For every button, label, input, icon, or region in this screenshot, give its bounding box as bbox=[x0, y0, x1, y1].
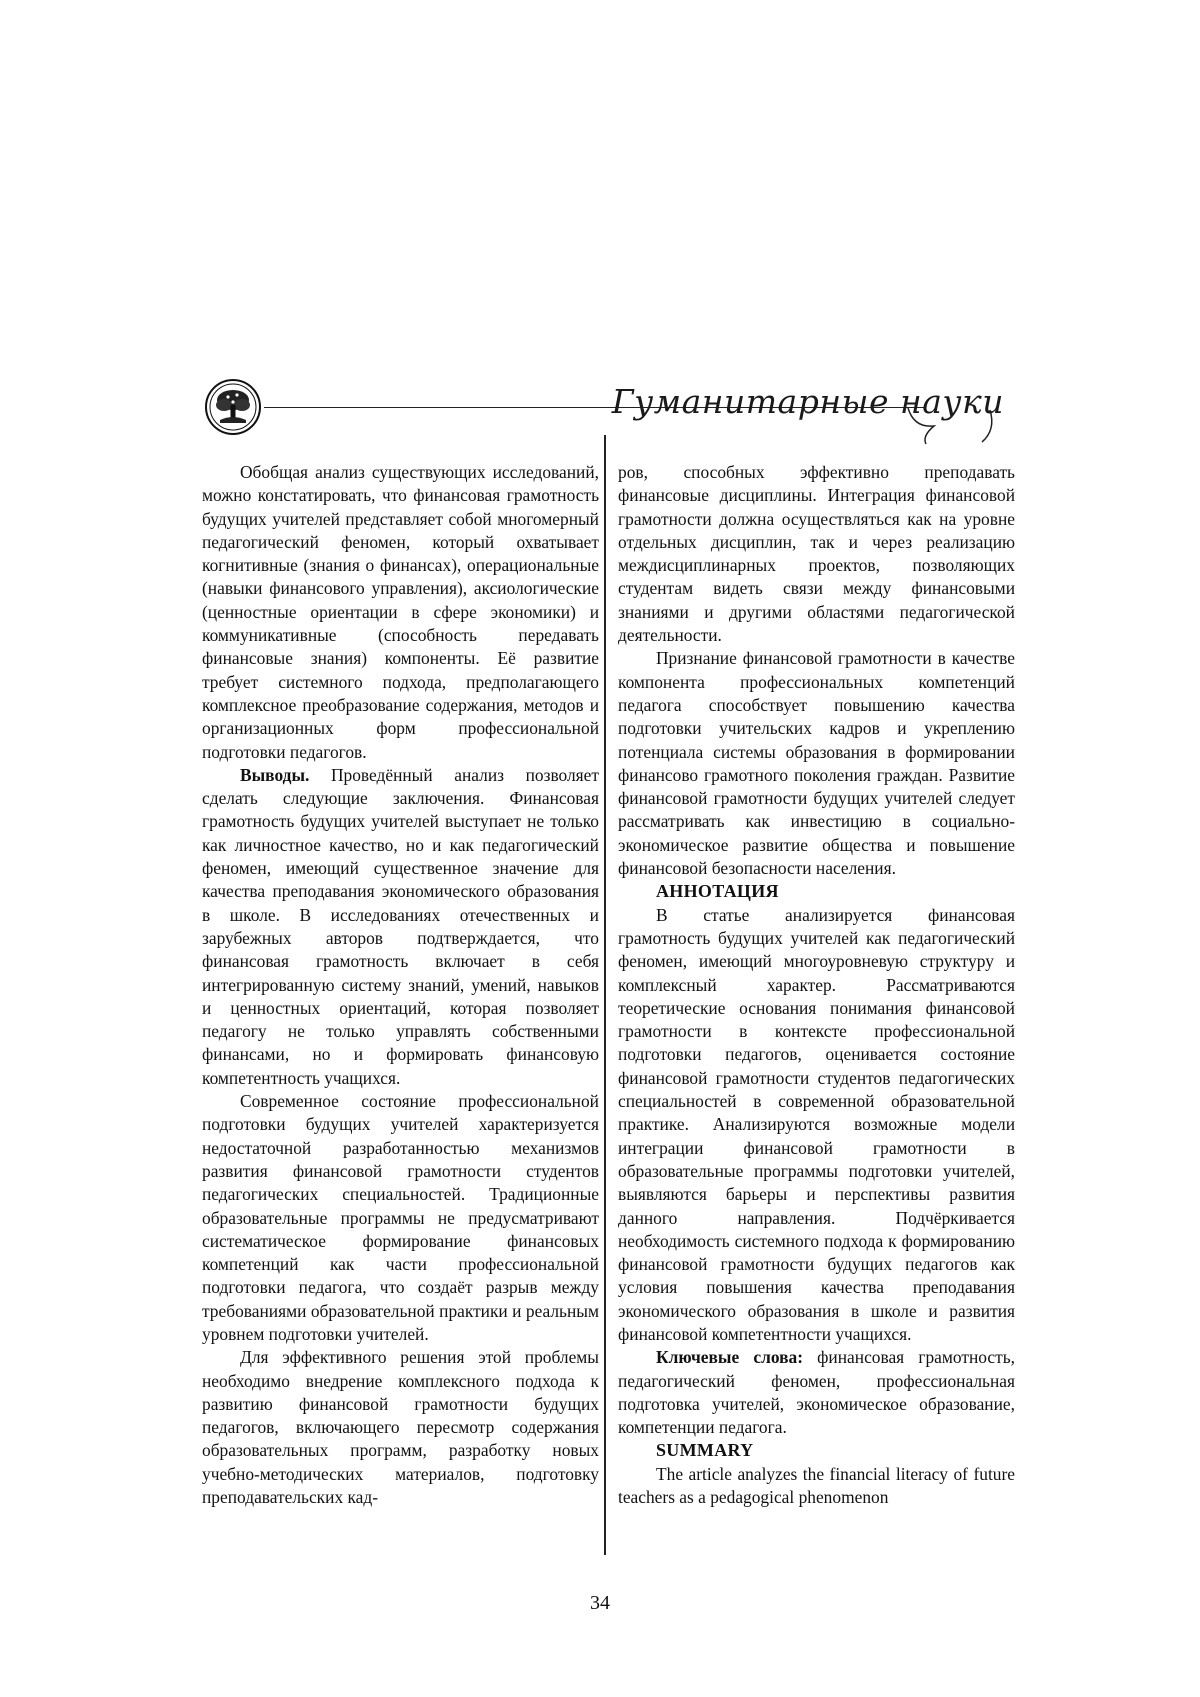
conclusions-paragraph bbox=[202, 764, 599, 1090]
paragraph: Для эффективного решения этой проблемы необходимо внедрение комплексного подхода к развитию финансовой грамотности будущих педагогов, включающего пересмотр содержания образовательных программ, разработку новых учебно-методических материалов, подготовку преподавательских кад- bbox=[202, 1347, 599, 1508]
annotation-text: В статье анализируется финансовая грамотность будущих учителей как педагогический феномен, имеющий многоуровневую структуру и комплексный характер. Рассматриваются теоретические основания понимания финансовой грамотности в контексте профессиональной подготовки педагогов, оценивается состояние финансовой грамотности студентов педагогических специальностей в современной образовательной практике. Анализируются возможные модели интеграции финансовой грамотности в образовательные программы подготовки учителей, выявляются барьеры и перспективы развития данного направления. Подчёркивается необходимость системного подхода к формированию финансовой грамотности будущих педагогов как условия повышения качества преподавания экономического образования в школе и развития финансовой компетентности учащихся. bbox=[618, 904, 1015, 1344]
column-divider bbox=[604, 435, 606, 1555]
paragraph: Обобщая анализ существующих исследований, можно констатировать, что финансовая грамотность будущих учителей представляет собой многомерный педагогический феномен, который охватывает когнитивные (знания о финансах), операциональные (навыки финансового управления), аксиологические (ценностные ориентации в сфере экономики) и коммуникативные (способность передавать финансовые знания) компоненты. Её развитие требует системного подхода, предполагающего комплексное преобразование содержания, методов и организационных форм профессиональной подготовки педагогов. bbox=[202, 462, 599, 762]
paragraph: Современное состояние профессиональной подготовки будущих учителей характеризуется недостаточной разработанностью механизмов развития финансовой грамотности студентов педагогических специальностей. Традиционные образовательные программы не предусматривают систематическое формирование финансовых компетенций как части профессиональной подготовки педагога, что создаёт разрыв между требованиями образовательной практики и реальным уровнем подготовки учителей. bbox=[202, 1091, 599, 1344]
paragraph: Признание финансовой грамотности в качестве компонента профессиональных компетенций педагога способствует повышению качества подготовки учительских кадров и укреплению потенциала системы образования в формировании финансово грамотного поколения граждан. Развитие финансовой грамотности будущих учителей следует рассматривать как инвестицию в социально-экономическое развитие общества и повышение финансовой безопасности населения. bbox=[618, 648, 1015, 879]
annotation-heading: АННОТАЦИЯ bbox=[656, 881, 779, 902]
tree-emblem-icon bbox=[204, 378, 262, 436]
page-number: 34 bbox=[590, 1592, 610, 1614]
summary-text: The article analyzes the financial literacy of future teachers as a pedagogical phenomenon bbox=[618, 1463, 1015, 1508]
section-title: Гуманитарные науки bbox=[611, 382, 1004, 421]
conclusions-text: Проведённый анализ позволяет сделать следующие заключения. Финансовая грамотность будущих учителей выступает не только как личностное качество, но и как педагогический феномен, имеющий существенное значение для качества преподавания экономического образования в школе. В исследованиях отечественных и зарубежных авторов подтверждается, что финансовая грамотность включает в себя интегрированную систему знаний, умений, навыков и ценностных ориентаций, которая позволяет педагогу не только управлять собственными финансами, но и формировать финансовую компетентность учащихся. bbox=[202, 764, 599, 1088]
keywords-paragraph bbox=[618, 1346, 1015, 1439]
conclusions-label: Выводы. bbox=[240, 764, 310, 785]
keywords-text: финансовая грамотность, педагогический феномен, профессиональная подготовка учителей, экономическое образование, компетенции педагога. bbox=[618, 1347, 1015, 1438]
paragraph: ров, способных эффективно преподавать финансовые дисциплины. Интеграция финансовой грамотности должна осуществляться как на уровне отдельных дисциплин, так и через реализацию междисциплинарных проектов, позволяющих студентам видеть связи между финансовыми знаниями и другими областями педагогической деятельности. bbox=[618, 462, 1015, 646]
summary-heading: SUMMARY bbox=[656, 1440, 754, 1461]
left-column bbox=[202, 461, 599, 1509]
right-column bbox=[618, 461, 1015, 1509]
keywords-label: Ключевые слова: bbox=[656, 1347, 803, 1368]
